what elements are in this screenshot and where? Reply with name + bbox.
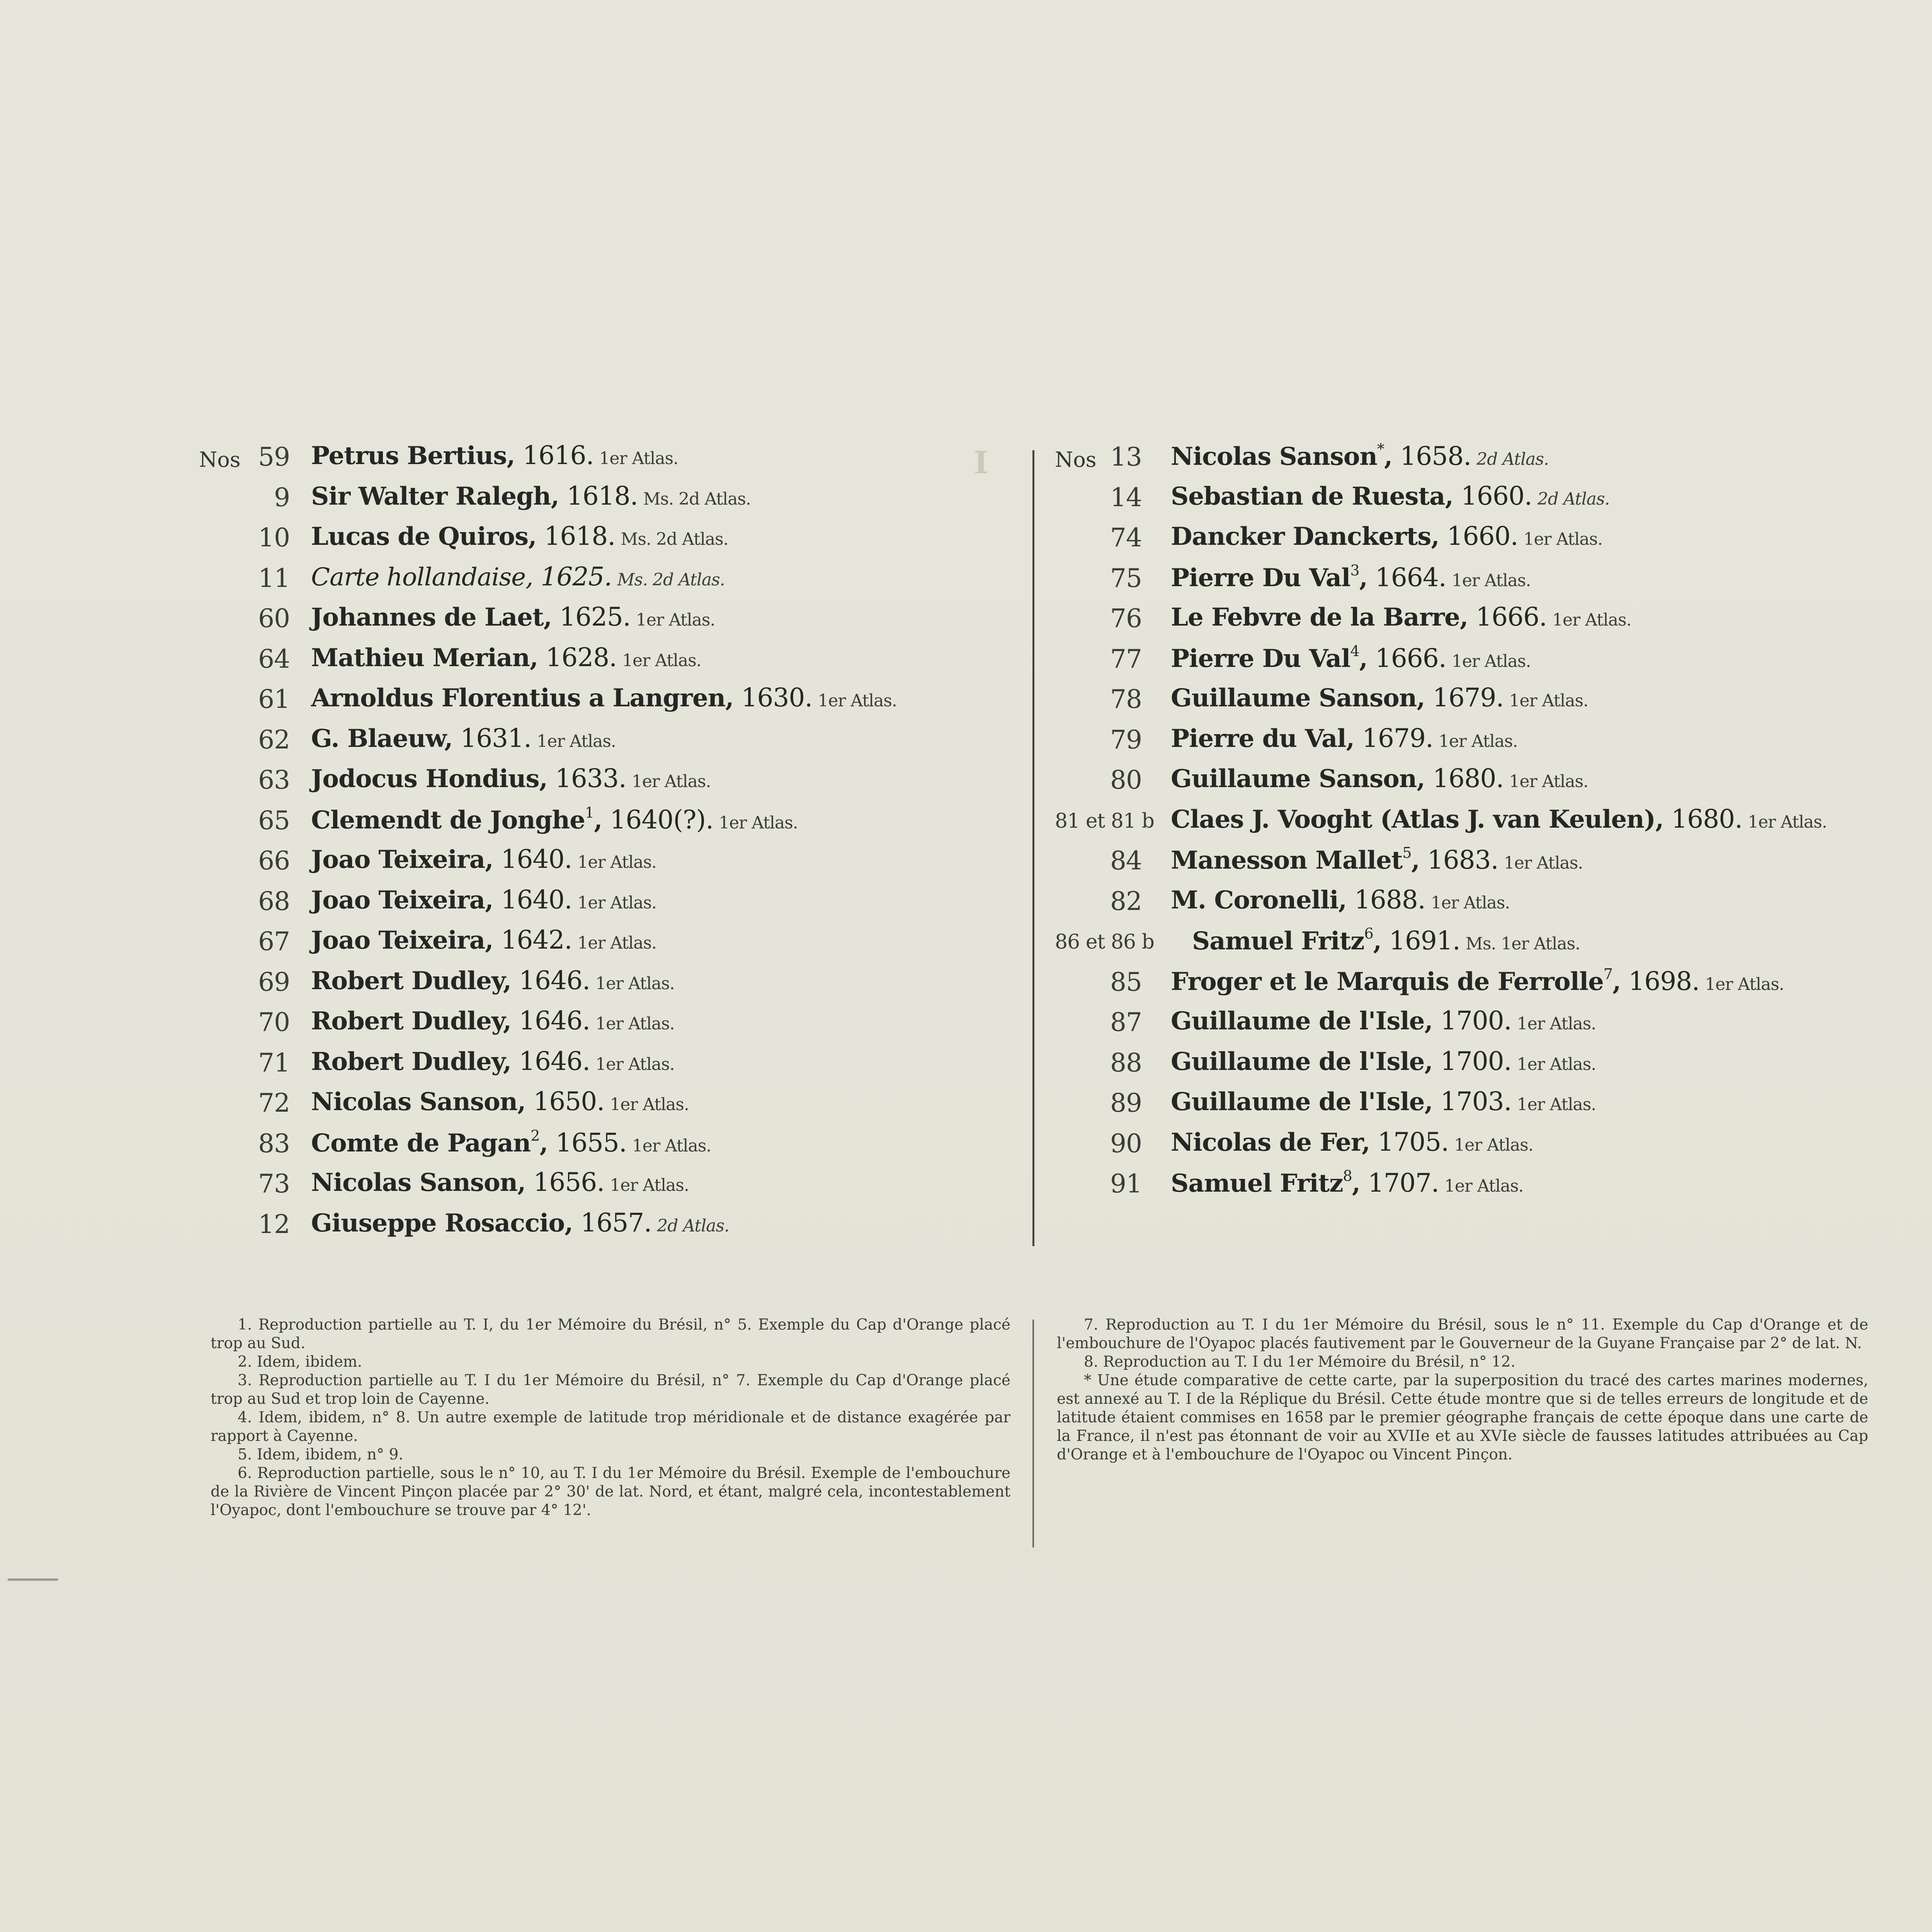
footnote: 3. Reproduction partielle au T. I du 1er Mémoire du Brésil, n° 7. Exemple du Cap d'Orange placé trop au Sud et trop loin de Cayenne. [211, 1372, 1010, 1408]
entry-text: Joao Teixeira, 1640. 1er Atlas. [311, 844, 656, 874]
entry-text: Pierre du Val, 1679. 1er Atlas. [1171, 723, 1518, 753]
list-item [1055, 925, 1932, 966]
entry-number: 76 [1110, 604, 1142, 633]
entry-number: 10 [258, 523, 290, 553]
entry-number: 89 [1110, 1088, 1142, 1118]
list-item [199, 1087, 1030, 1127]
entry-text: Petrus Bertius, 1616. 1er Atlas. [311, 440, 679, 470]
list-item [1055, 1167, 1932, 1208]
entry-number: 71 [258, 1048, 290, 1078]
footnote-ref: 1 [585, 804, 594, 821]
footnote-ref: 8 [1343, 1167, 1352, 1184]
footnote: 8. Reproduction au T. I du 1er Mémoire du Brésil, n° 12. [1084, 1353, 1515, 1371]
footnote-ref: 2 [531, 1127, 540, 1144]
nos-label: Nos [199, 447, 241, 472]
entry-text: Le Febvre de la Barre, 1666. 1er Atlas. [1171, 602, 1631, 632]
entry-number: 14 [1110, 482, 1142, 512]
list-item [199, 966, 1030, 1006]
list-item [199, 1046, 1030, 1087]
entry-text: Claes J. Vooght (Atlas J. van Keulen), 1680. 1er Atlas. [1171, 804, 1827, 834]
entry-text: Pierre Du Val$^3$, 1664. 1er Atlas. [1171, 561, 1531, 592]
footnote-ref: * [1377, 440, 1384, 457]
entry-text: G. Blaeuw, 1631. 1er Atlas. [311, 723, 616, 753]
footnote: 4. Idem, ibidem, n° 8. Un autre exemple de latitude trop méridionale et de distance exagérée par rapport à Cayenne. [211, 1409, 1010, 1445]
list-item [1055, 723, 1932, 764]
entry-text: Johannes de Laet, 1625. 1er Atlas. [311, 602, 715, 632]
entry-number: 75 [1110, 563, 1142, 593]
footnotes-right [1057, 1316, 1868, 1464]
list-item [199, 440, 1030, 481]
entry-text: Robert Dudley, 1646. 1er Atlas. [311, 965, 675, 995]
entry-text: M. Coronelli, 1688. 1er Atlas. [1171, 884, 1510, 915]
entry-text: Nicolas de Fer, 1705. 1er Atlas. [1171, 1127, 1533, 1157]
margin-mark [8, 1578, 58, 1581]
entry-text: Guillaume de l'Isle, 1700. 1er Atlas. [1171, 1006, 1596, 1036]
entry-number: 87 [1110, 1007, 1142, 1037]
footnote: 5. Idem, ibidem, n° 9. [238, 1446, 403, 1463]
footnote: * Une étude comparative de cette carte, par la superposition du tracé des cartes marines modernes, est annexé au T. I de la Réplique du Brésil. Cette étude montre que si de telles erreurs de longitude et de latitude étaient commises en 1658 par le premier géographe français de cette époque dans une carte de la France, il n'est pas étonnant de voir au XVIIe et au XVIe siècle de fausses latitudes attribuées au Cap d'Orange et à l'embouchure de l'Oyapoc ou Vincent Pinçon. [1057, 1372, 1868, 1463]
entry-text: Jodocus Hondius, 1633. 1er Atlas. [311, 764, 711, 793]
list-item [199, 643, 1030, 683]
footnote: 2. Idem, ibidem. [238, 1353, 362, 1371]
list-item [1055, 885, 1932, 925]
list-item [1055, 966, 1932, 1006]
list-item [199, 1167, 1030, 1208]
list-item [199, 764, 1030, 804]
list-item [1055, 521, 1932, 562]
list-item [1055, 440, 1932, 481]
right-column [1055, 440, 1932, 1208]
list-item [199, 1006, 1030, 1046]
entry-number: 81 et 81 b [1055, 809, 1154, 833]
entry-text: Dancker Danckerts, 1660. 1er Atlas. [1171, 521, 1603, 551]
entry-number: 64 [258, 644, 290, 674]
list-item [1055, 844, 1932, 885]
entry-number: 77 [1110, 644, 1142, 674]
entry-number: 80 [1110, 765, 1142, 795]
footnotes-left [211, 1316, 1010, 1520]
footnote-divider [1032, 1320, 1034, 1548]
show-through: Ⅰ [974, 444, 988, 481]
list-item [199, 804, 1030, 845]
list-item [199, 925, 1030, 966]
entry-text: Nicolas Sanson, 1656. 1er Atlas. [311, 1167, 689, 1197]
entry-text: Guillaume Sanson, 1680. 1er Atlas. [1171, 764, 1588, 793]
entry-number: 88 [1110, 1048, 1142, 1078]
list-item [199, 481, 1030, 522]
entry-number: 61 [258, 684, 290, 714]
list-item [199, 1208, 1030, 1248]
list-item [1055, 562, 1932, 602]
entry-text: Pierre Du Val$^4$, 1666. 1er Atlas. [1171, 642, 1531, 673]
list-item [1055, 1006, 1932, 1046]
entry-number: 63 [258, 765, 290, 795]
list-item [199, 723, 1030, 764]
entry-number: 83 [258, 1128, 290, 1158]
entry-text: Froger et le Marquis de Ferrolle$^7$, 1698. 1er Atlas. [1171, 965, 1784, 996]
footnote-ref: 3 [1350, 561, 1359, 579]
entry-text: Samuel Fritz$^8$, 1707. 1er Atlas. [1171, 1167, 1524, 1198]
footnote-ref: 7 [1603, 965, 1613, 983]
footnote-ref: 5 [1402, 844, 1412, 861]
footnote: 7. Reproduction au T. I du 1er Mémoire du Brésil, sous le n° 11. Exemple du Cap d'Orange et de l'embouchure de l'Oyapoc placés fautivement par le Gouverneur de la Guyane Française par 2° de lat. N. [1057, 1316, 1868, 1352]
nos-label: Nos [1055, 447, 1097, 472]
list-item [1055, 683, 1932, 723]
entry-number: 86 et 86 b [1055, 930, 1154, 954]
entry-number: 13 [1110, 442, 1142, 472]
entry-number: 72 [258, 1088, 290, 1118]
left-column [199, 440, 1030, 1248]
entry-text: Carte hollandaise, 1625. Ms. 2d Atlas. [311, 561, 725, 592]
entry-number: 90 [1110, 1128, 1142, 1158]
entry-number: 82 [1110, 886, 1142, 916]
entry-number: 73 [258, 1169, 290, 1199]
entry-text: Clemendt de Jonghe$^1$, 1640(?). 1er Atlas. [311, 804, 798, 835]
entry-text: Guillaume Sanson, 1679. 1er Atlas. [1171, 683, 1588, 713]
entry-number: 12 [258, 1209, 290, 1239]
list-item [199, 844, 1030, 885]
entry-text: Sir Walter Ralegh, 1618. Ms. 2d Atlas. [311, 481, 751, 511]
list-item [199, 521, 1030, 562]
column-divider [1032, 450, 1034, 1246]
entry-number: 74 [1110, 523, 1142, 553]
entry-text: Lucas de Quiros, 1618. Ms. 2d Atlas. [311, 521, 728, 551]
list-item [1055, 602, 1932, 643]
entry-number: 70 [258, 1007, 290, 1037]
entry-number: 65 [258, 805, 290, 835]
list-item [199, 1127, 1030, 1168]
entry-text: Guillaume de l'Isle, 1703. 1er Atlas. [1171, 1087, 1596, 1116]
list-item [1055, 1127, 1932, 1168]
entry-text: Giuseppe Rosaccio, 1657. 2d Atlas. [311, 1208, 729, 1238]
entry-number: 11 [258, 563, 290, 593]
list-item [199, 602, 1030, 643]
list-item [1055, 643, 1932, 683]
entry-text: Joao Teixeira, 1640. 1er Atlas. [311, 884, 656, 915]
entry-text: Sebastian de Ruesta, 1660. 2d Atlas. [1171, 481, 1610, 511]
entry-text: Guillaume de l'Isle, 1700. 1er Atlas. [1171, 1046, 1596, 1076]
footnote: 1. Reproduction partielle au T. I, du 1er Mémoire du Brésil, n° 5. Exemple du Cap d'Orange placé trop au Sud. [211, 1316, 1010, 1352]
entry-text: Comte de Pagan$^2$, 1655. 1er Atlas. [311, 1127, 711, 1158]
entry-number: 59 [258, 442, 290, 472]
list-item [1055, 804, 1932, 845]
entry-number: 84 [1110, 846, 1142, 876]
entry-text: Mathieu Merian, 1628. 1er Atlas. [311, 642, 701, 672]
entry-text: Robert Dudley, 1646. 1er Atlas. [311, 1046, 675, 1076]
entry-number: 62 [258, 724, 290, 755]
list-item [1055, 1087, 1932, 1127]
entry-number: 78 [1110, 684, 1142, 714]
entry-number: 79 [1110, 724, 1142, 755]
entry-number: 85 [1110, 967, 1142, 997]
entry-number: 67 [258, 927, 290, 956]
entry-text: Arnoldus Florentius a Langren, 1630. 1er Atlas. [311, 683, 897, 713]
list-item [199, 683, 1030, 723]
entry-number: 91 [1110, 1169, 1142, 1199]
entry-number: 69 [258, 967, 290, 997]
entry-text: Robert Dudley, 1646. 1er Atlas. [311, 1006, 675, 1036]
list-item [1055, 1046, 1932, 1087]
list-item [1055, 764, 1932, 804]
list-item [199, 562, 1030, 602]
list-item [1055, 481, 1932, 522]
footnote-ref: 4 [1350, 642, 1359, 660]
entry-text: Joao Teixeira, 1642. 1er Atlas. [311, 925, 656, 955]
footnote: 6. Reproduction partielle, sous le n° 10, au T. I du 1er Mémoire du Brésil. Exemple de l'embouchure de la Rivière de Vincent Pinçon placée par 2° 30' de lat. Nord, et étant, malgré cela, incontestablement l'Oyapoc, dont l'embouchure se trouve par 4° 12'. [211, 1464, 1010, 1519]
entry-text: Nicolas Sanson, 1650. 1er Atlas. [311, 1087, 689, 1116]
entry-number: 66 [258, 846, 290, 876]
entry-number: 68 [258, 886, 290, 916]
footnote-ref: 6 [1364, 925, 1373, 942]
entry-number: 9 [274, 482, 290, 512]
entry-text: Nicolas Sanson*, 1658. 2d Atlas. [1171, 440, 1549, 471]
entry-text: Manesson Mallet$^5$, 1683. 1er Atlas. [1171, 844, 1583, 875]
entry-text: Samuel Fritz$^6$, 1691. Ms. 1er Atlas. [1192, 925, 1580, 956]
list-item [199, 885, 1030, 925]
entry-number: 60 [258, 604, 290, 633]
